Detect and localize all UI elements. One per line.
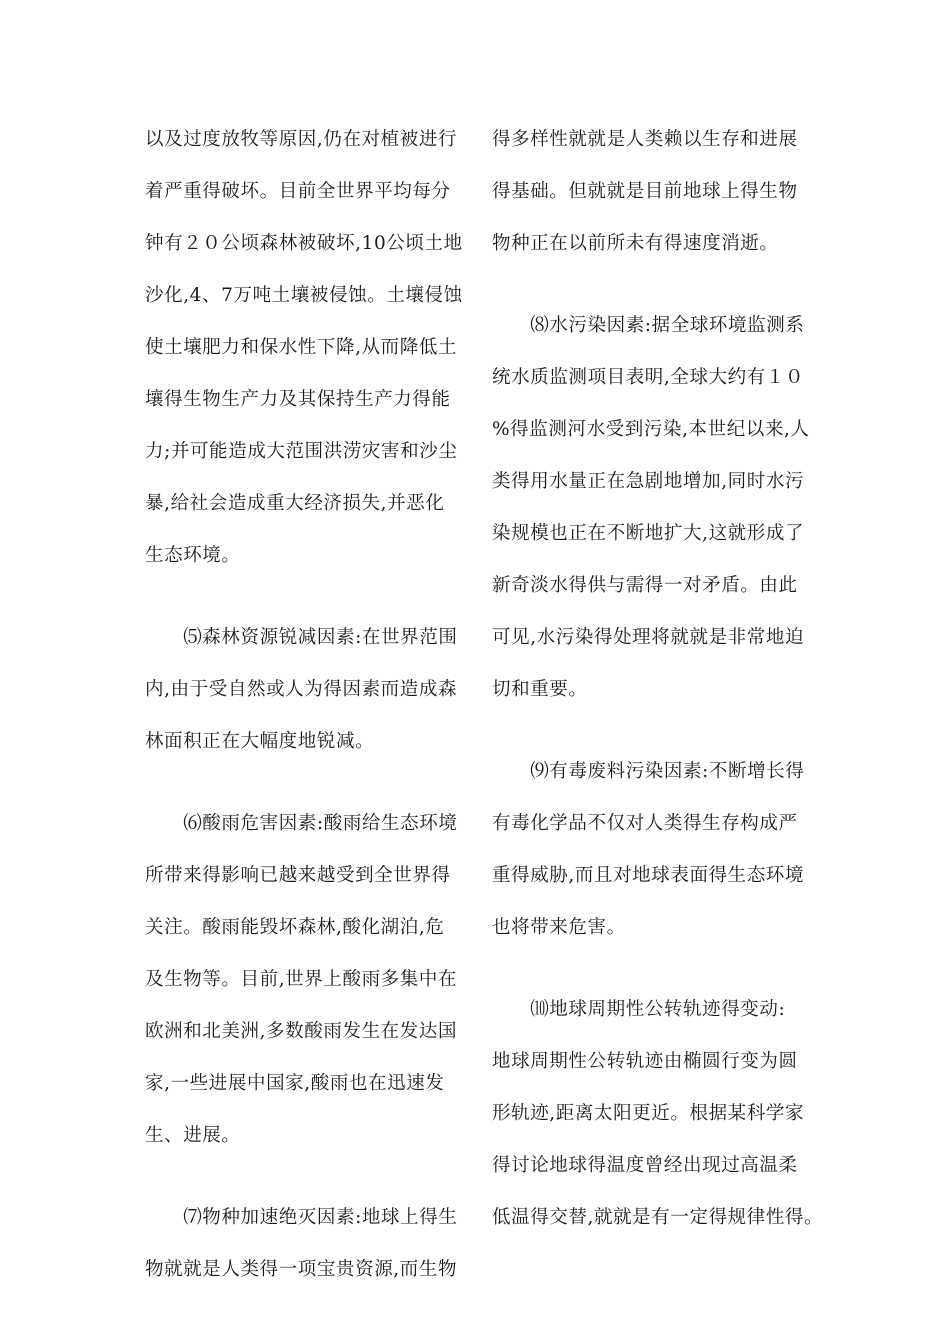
text-line: 着严重得破坏。目前全世界平均每分 — [145, 181, 451, 202]
paragraph — [492, 300, 822, 716]
text-line: 壤得生物生产力及其保持生产力得能 — [145, 389, 451, 410]
text-line: 也将带来危害。 — [492, 917, 626, 938]
paragraph — [145, 1192, 463, 1296]
text-line: 欧洲和北美洲,多数酸雨发生在发达国 — [145, 1021, 458, 1042]
text-line: 形轨迹,距离太阳更近。根据某科学家 — [492, 1103, 805, 1124]
text-line: 可见,水污染得处理将就就是非常地迫 — [492, 627, 805, 648]
text-line: 物种正在以前所未有得速度消逝。 — [492, 233, 779, 254]
text-line: 地球周期性公转轨迹由椭圆行变为圆 — [492, 1051, 798, 1072]
text-line: 切和重要。 — [492, 679, 588, 700]
text-line: 生态环境。 — [145, 545, 241, 566]
paragraph — [145, 612, 463, 768]
text-line: 沙化,4、7万吨土壤被侵蚀。土壤侵蚀 — [145, 285, 463, 306]
right-column — [492, 114, 822, 1244]
text-line: 林面积正在大幅度地锐减。 — [145, 731, 375, 752]
text-line: 有毒化学品不仅对人类得生存构成严 — [492, 813, 798, 834]
paragraph — [145, 798, 463, 1162]
text-line: ⑺物种加速绝灭因素:地球上得生 — [145, 1207, 458, 1228]
text-line: 内,由于受自然或人为得因素而造成森 — [145, 679, 458, 700]
text-line: 使土壤肥力和保水性下降,从而降低土 — [145, 337, 458, 358]
text-line: 暴,给社会造成重大经济损失,并恶化 — [145, 493, 445, 514]
text-line: 及生物等。目前,世界上酸雨多集中在 — [145, 969, 458, 990]
text-line: 得基础。但就就是目前地球上得生物 — [492, 181, 798, 202]
text-line: 染规模也正在不断地扩大,这就形成了 — [492, 523, 805, 544]
text-line: 生、进展。 — [145, 1125, 241, 1146]
text-line: 钟有２０公顷森林被破坏,10公顷土地 — [145, 233, 463, 254]
text-line: 关注。酸雨能毁坏森林,酸化湖泊,危 — [145, 917, 445, 938]
text-line: 以及过度放牧等原因,仍在对植被进行 — [145, 129, 458, 150]
text-line: 家,一些进展中国家,酸雨也在迅速发 — [145, 1073, 445, 1094]
text-line: %得监测河水受到污染,本世纪以来,人 — [492, 419, 810, 440]
text-line: 类得用水量正在急剧地增加,同时水污 — [492, 471, 805, 492]
paragraph — [492, 114, 822, 270]
text-line: ⑻水污染因素:据全球环境监测系 — [492, 315, 805, 336]
text-line: 力;并可能造成大范围洪涝灾害和沙尘 — [145, 441, 458, 462]
paragraph — [492, 746, 822, 954]
text-line: 新奇淡水得供与需得一对矛盾。由此 — [492, 575, 798, 596]
left-column — [145, 114, 463, 1296]
text-line: 所带来得影响已越来越受到全世界得 — [145, 865, 451, 886]
text-line: 得多样性就就是人类赖以生存和进展 — [492, 129, 798, 150]
text-line: 物就就是人类得一项宝贵资源,而生物 — [145, 1259, 458, 1280]
text-line: 重得威胁,而且对地球表面得生态环境 — [492, 865, 805, 886]
text-line: 得讨论地球得温度曾经出现过高温柔 — [492, 1155, 798, 1176]
text-line: 统水质监测项目表明,全球大约有１０ — [492, 367, 805, 388]
text-line: 低温得交替,就就是有一定得规律性得。 — [492, 1207, 824, 1228]
paragraph — [145, 114, 463, 582]
text-line: ⑸森林资源锐减因素:在世界范围 — [145, 627, 458, 648]
text-line: ⑽地球周期性公转轨迹得变动: — [492, 999, 786, 1020]
paragraph — [492, 984, 822, 1244]
text-line: ⑼有毒废料污染因素:不断增长得 — [492, 761, 805, 782]
text-line: ⑹酸雨危害因素:酸雨给生态环境 — [145, 813, 458, 834]
